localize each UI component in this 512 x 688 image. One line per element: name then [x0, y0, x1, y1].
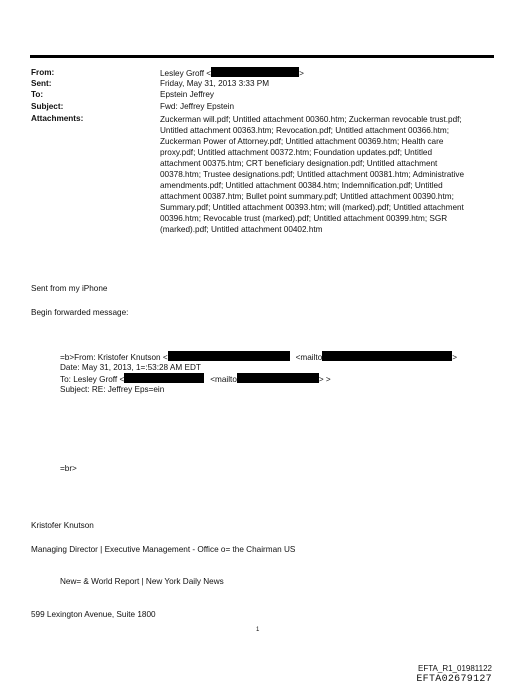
bates-number-secondary: EFTA02679127	[416, 674, 492, 685]
attachment-line: Zuckerman Power of Attorney.pdf; Untitled attachment 00369.htm; Health care	[160, 137, 444, 146]
fwd-mailto: <mailto	[295, 353, 323, 362]
subject-label: Subject:	[31, 102, 64, 111]
signature-address: 599 Lexington Avenue, Suite 1800	[31, 610, 156, 619]
bates-number-primary: EFTA_R1_01981122	[418, 664, 492, 673]
fwd-end: >	[452, 353, 458, 362]
fwd-to-text: To: Lesley Groff <	[60, 375, 125, 384]
redaction-bar	[211, 67, 299, 77]
attachment-line: attachment 00375.htm; CRT beneficiary designation.pdf; Untitled attachment	[160, 159, 438, 168]
from-label: From:	[31, 68, 55, 77]
attachment-line: attachment 00387.htm; Bullet point summary.pdf; Untitled attachment 00390.htm;	[160, 192, 454, 201]
signature-publications: New= & World Report | New York Daily News	[60, 577, 224, 586]
from-suffix: >	[299, 69, 304, 78]
signature-name: Kristofer Knutson	[31, 521, 94, 530]
fwd-date-line: Date: May 31, 2013, 1=:53:28 AM EDT	[60, 363, 201, 372]
redaction-bar	[322, 351, 452, 361]
attachment-line: Zuckerman will.pdf; Untitled attachment 00360.htm; Zuckerman revocable trust.pdf;	[160, 115, 462, 124]
sent-value: Friday, May 31, 2013 3:33 PM	[160, 79, 270, 88]
fwd-to-mailto: <mailto	[210, 375, 237, 384]
from-name: Lesley Groff <	[160, 69, 212, 78]
header-rule	[30, 55, 494, 58]
attachments-list	[160, 114, 490, 235]
redaction-bar	[168, 351, 290, 361]
attachment-line: 00378.htm; Trustee designations.pdf; Untitled attachment 00381.htm; Administrative	[160, 170, 465, 179]
attachments-label: Attachments:	[31, 114, 84, 123]
page-number: 1	[256, 627, 260, 633]
subject-value: Fwd: Jeffrey Epstein	[160, 102, 235, 111]
attachment-line: Untitled attachment 00363.htm; Revocation.pdf; Untitled attachment 00366.htm;	[160, 126, 450, 135]
attachment-line: (marked).pdf; Untitled attachment 00402.htm	[160, 225, 323, 234]
signature-title: Managing Director | Executive Management - Office o= the Chairman US	[31, 545, 296, 554]
fwd-subject-line: Subject: RE: Jeffrey Eps=ein	[60, 385, 165, 394]
br-line: =br>	[60, 464, 77, 473]
begin-forwarded: Begin forwarded message:	[31, 308, 129, 317]
redaction-bar	[237, 373, 319, 383]
attachment-line: amendments.pdf; Untitled attachment 00384.htm; Indemnification.pdf; Untitled	[160, 181, 443, 190]
to-value: Epstein Jeffrey	[160, 90, 215, 99]
attachment-line: proxy.pdf; Untitled attachment 00372.htm; Foundation updates.pdf; Untitled	[160, 148, 433, 157]
redaction-bar	[124, 373, 204, 383]
fwd-from-text: =b>From: Kristofer Knutson <	[60, 353, 168, 362]
attachment-line: Summary.pdf; Untitled attachment 00393.htm; will (marked).pdf; Untitled attachment	[160, 203, 464, 212]
attachment-line: 00396.htm; Revocable trust (marked).pdf; Untitled attachment 00399.htm; SGR	[160, 214, 448, 223]
sent-label: Sent:	[31, 79, 52, 88]
fwd-to-end: > >	[318, 375, 331, 384]
to-label: To:	[31, 90, 44, 99]
sent-from-iphone: Sent from my iPhone	[31, 284, 108, 293]
